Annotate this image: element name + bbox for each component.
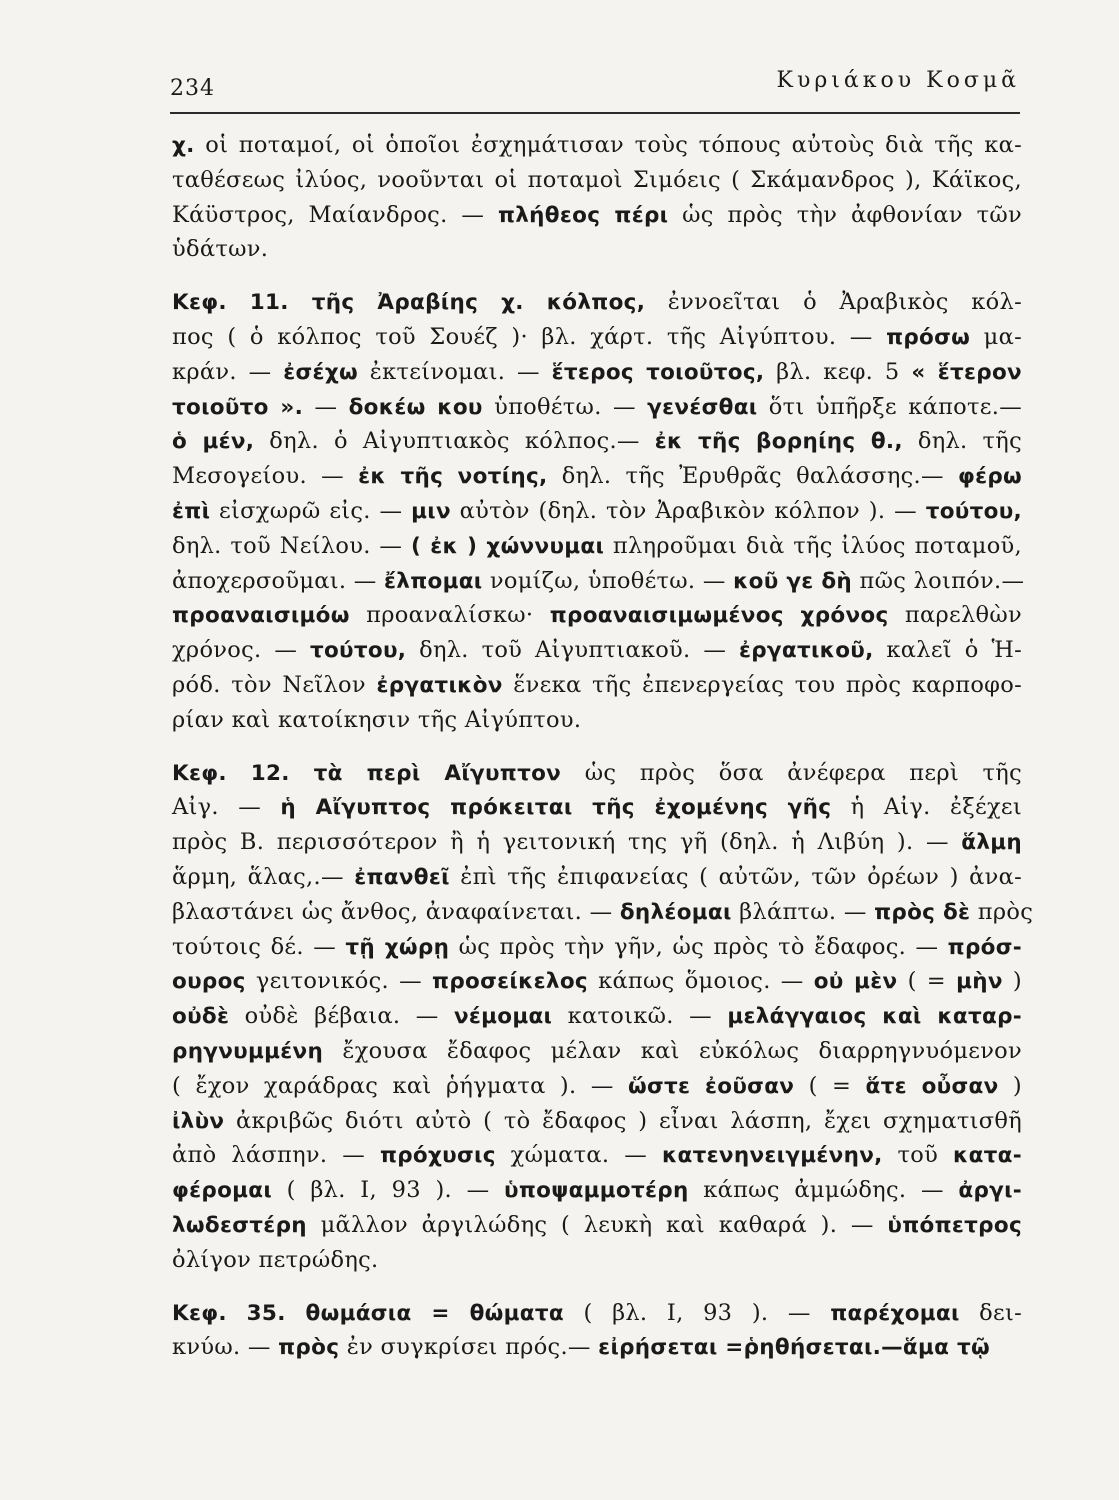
gloss-text: ἐπὶ τῆς ἐπιφανείας ( αὐτῶν, τῶν ὀρέων ) ἀνα- <box>449 863 1022 890</box>
text-line <box>172 668 1022 703</box>
text-line <box>172 1208 1022 1243</box>
lemma-bold: Κεφ. 11. τῆς Ἀραβίης χ. κόλπος, <box>172 290 646 316</box>
gloss-text: ὅτι ὑπῆρξε κάποτε.— <box>757 393 1022 420</box>
lemma-bold: πρόσ- <box>947 934 1022 960</box>
gloss-text: γειτονικός. — <box>245 968 433 995</box>
lemma-bold: ἐκ τῆς βορηίης θ., <box>654 429 903 455</box>
gloss-text: ὡς πρὸς τὴν γῆν, ὡς πρὸς τὸ ἔδαφος. — <box>449 933 948 960</box>
lemma-bold: πρὸς <box>278 1335 340 1361</box>
gloss-text: πρὸς Β. περισσότερον ἢ ἡ γειτονική της γῆ (δηλ. ἡ Λιβύη ). — <box>172 829 962 856</box>
lemma-bold: ουρος <box>172 969 246 995</box>
text-line <box>172 756 1022 791</box>
lemma-bold: παρέχομαι <box>830 1300 960 1326</box>
paragraph-gap <box>172 267 1022 285</box>
text-line <box>172 494 1022 529</box>
gloss-text: δηλ. τοῦ Νείλου. — <box>172 532 411 559</box>
gloss-text: τοῦ <box>882 1142 954 1169</box>
gloss-text: ὑδάτων. <box>172 236 269 263</box>
text-line <box>172 163 1022 198</box>
running-head: Κυριάκου Κοσμᾶ <box>776 68 1020 93</box>
lemma-bold: προσείκελος <box>432 969 588 995</box>
lemma-bold: ἐκ τῆς νοτίης, <box>358 464 548 490</box>
gloss-text: ρίαν καὶ κατοίκησιν τῆς Αἰγύπτου. <box>172 706 582 733</box>
lemma-bold: τοιοῦτο ». <box>172 394 304 420</box>
paragraph-gap <box>172 1278 1022 1296</box>
lemma-bold: πλήθεος πέρι <box>497 202 669 228</box>
text-line <box>172 825 1022 860</box>
gloss-text: τούτοις δέ. — <box>172 933 346 960</box>
text-line <box>172 895 1034 930</box>
lemma-bold: ἔλπομαι <box>384 568 483 594</box>
paragraph <box>172 285 1025 737</box>
gloss-text: πρὸς <box>970 898 1034 925</box>
text-line <box>172 285 1022 320</box>
gloss-text: εἰσχωρῶ εἰς. — <box>210 497 412 524</box>
lemma-bold: ἅλμη <box>961 830 1022 856</box>
lemma-bold: φέρομαι <box>172 1178 273 1204</box>
lemma-bold: δηλέομαι <box>619 899 732 925</box>
paragraph <box>172 1296 1022 1366</box>
page-text <box>172 128 1034 1365</box>
gloss-text: πῶς λοιπόν.— <box>852 567 1025 594</box>
gloss-text: κράν. — <box>172 358 284 385</box>
lemma-bold: τῇ χώρῃ <box>345 934 450 960</box>
gloss-text: ἀπὸ λάσπην. — <box>172 1142 380 1169</box>
gloss-text: ) <box>998 1072 1023 1099</box>
header-rule <box>170 112 1020 114</box>
gloss-text: βλάπτω. — <box>731 898 875 925</box>
gloss-text: κατοικῶ. — <box>552 1003 728 1030</box>
gloss-text: ( = <box>897 968 957 995</box>
lemma-bold: εἰρήσεται =ῥηθήσεται.—ἅμα τῷ <box>598 1335 990 1361</box>
text-line <box>172 564 1025 599</box>
lemma-bold: προαναισιμόω <box>172 603 350 629</box>
gloss-text: μᾶλλον ἀργιλώδης ( λευκὴ καὶ καθαρά ). — <box>306 1211 888 1238</box>
lemma-bold: κατενηνειγμένην, <box>661 1143 883 1169</box>
gloss-text: ὑποθέτω. — <box>482 393 648 420</box>
lemma-bold: προαναισιμωμένος χρόνος <box>549 603 889 629</box>
gloss-text: δηλ. τῆς Ἐρυθρᾶς θαλάσσης.— <box>547 463 958 490</box>
lemma-bold: οὐ μὲν <box>813 969 898 995</box>
gloss-text: δηλ. τῆς <box>902 428 1022 455</box>
lemma-bold: πρόσω <box>886 324 971 350</box>
gloss-text: Μεσογείου. — <box>172 463 359 490</box>
lemma-bold: ὑποψαμμοτέρη <box>504 1178 689 1204</box>
gloss-text: αὐτὸν (δηλ. τὸν Ἀραβικὸν κόλπον ). — <box>450 497 926 524</box>
lemma-bold: Κεφ. 35. θωμάσια = θώματα <box>172 1300 564 1326</box>
lemma-bold: ὑπόπετρος <box>887 1212 1022 1238</box>
text-line <box>172 1104 1022 1139</box>
lemma-bold: ἰλὺν <box>172 1108 225 1134</box>
lemma-bold: μὴν <box>956 969 1003 995</box>
text-line <box>172 198 1022 233</box>
gloss-text: προαναλίσκω· <box>349 602 550 629</box>
gloss-text: οἱ ποταμοί, οἱ ὁποῖοι ἐσχημάτισαν τοὺς τόπους αὐτοὺς διὰ τῆς κα- <box>194 132 1022 158</box>
gloss-text: ( ἔχον χαράδρας καὶ ῥήγματα ). — <box>172 1072 628 1099</box>
gloss-text: βλαστάνει ὡς ἄνθος, ἀναφαίνεται. — <box>172 898 620 925</box>
page-number: 234 <box>170 76 215 101</box>
text-line <box>172 459 1022 494</box>
lemma-bold: « ἕτερον <box>911 359 1022 385</box>
gloss-text: οὐδὲ βέβαια. — <box>229 1003 454 1030</box>
text-line <box>172 999 1022 1034</box>
paragraph <box>172 756 1034 1278</box>
gloss-text: ἔχουσα ἔδαφος μέλαν καὶ εὐκόλως διαρρηγνυόμενον <box>323 1037 1022 1064</box>
gloss-text: ἐν συγκρίσει πρός.— <box>339 1334 599 1361</box>
gloss-text: πληροῦμαι διὰ τῆς ἰλύος ποταμοῦ, <box>604 532 1022 559</box>
lemma-bold: ρηγνυμμένη <box>172 1038 324 1064</box>
lemma-bold: ὁ μέν, <box>172 429 255 455</box>
gloss-text: ἕνεκα τῆς ἐπενεργείας του πρὸς καρποφο- <box>502 671 1022 698</box>
gloss-text: κάπως ἀμμώδης. — <box>688 1177 959 1204</box>
text-line <box>172 598 1022 633</box>
lemma-bold: ἐπανθεῖ <box>354 864 450 890</box>
lemma-bold: Αἴγυπτον <box>420 760 562 786</box>
gloss-text: δει- <box>959 1299 1023 1326</box>
text-line <box>172 860 1022 895</box>
gloss-text: παρελθὼν <box>888 602 1022 629</box>
lemma-bold: ( ἐκ ) χώννυμαι <box>411 533 605 559</box>
text-line <box>172 964 1022 999</box>
gloss-text: ὀλίγον πετρώδης. <box>172 1246 379 1273</box>
lemma-bold: μιν <box>411 498 451 524</box>
lemma-bold: ἐσέχω <box>283 359 358 385</box>
text-line <box>172 424 1022 459</box>
text-line <box>172 390 1022 425</box>
lemma-bold: δοκέω κου <box>348 394 483 420</box>
lemma-bold: οὐδὲ <box>172 1004 230 1030</box>
lemma-bold: κατα- <box>953 1143 1022 1169</box>
lemma-bold: τούτου, <box>309 638 407 664</box>
lemma-bold: λωδεστέρη <box>172 1212 307 1238</box>
gloss-text: χρόνος. — <box>172 637 310 664</box>
lemma-bold: φέρω <box>957 464 1023 490</box>
lemma-bold: ἐπὶ <box>172 498 211 524</box>
lemma-bold: ἀργι- <box>958 1178 1022 1204</box>
page-header <box>170 68 1020 108</box>
gloss-text: δηλ. τοῦ Αἰγυπτιακοῦ. — <box>406 637 739 664</box>
gloss-text: ἀκριβῶς διότι αὐτὸ ( τὸ ἔδαφος ) εἶναι λάσπη, ἔχει σχηματισθῆ <box>224 1107 1022 1134</box>
gloss-text: καλεῖ ὁ Ἡ- <box>873 637 1022 664</box>
gloss-text: κνύω. — <box>172 1334 279 1361</box>
text-line <box>172 1069 1022 1104</box>
text-line <box>172 1034 1022 1069</box>
gloss-text: ἅρμη, ἅλας,.— <box>172 863 355 890</box>
gloss-text: Κάϋστρος, Μαίανδρος. — <box>172 201 498 228</box>
gloss-text: ( βλ. I, 93 ). — <box>563 1299 831 1326</box>
gloss-text: ( = <box>794 1072 866 1099</box>
lemma-bold: κοῦ γε δὴ <box>733 568 853 594</box>
paragraph <box>172 128 1022 267</box>
text-line <box>172 930 1022 965</box>
lemma-bold: τούτου, <box>925 498 1022 524</box>
gloss-text: ἡ Αἰγ. ἐξέχει <box>831 794 1022 821</box>
gloss-text: ) <box>1002 968 1022 995</box>
gloss-text: χώματα. — <box>495 1142 662 1169</box>
text-line <box>172 128 1022 163</box>
gloss-text: ἐκτείνομαι. — <box>357 358 552 385</box>
lemma-bold: γενέσθαι <box>647 394 758 420</box>
text-line <box>172 355 1022 390</box>
lemma-bold: νέμομαι <box>453 1004 553 1030</box>
lemma-bold: χ. <box>172 133 195 158</box>
gloss-text: ὡς πρὸς ὅσα ἀνέφερα περὶ τῆς <box>561 759 1022 786</box>
lemma-bold: ἕτερος τοιοῦτος, <box>551 359 765 385</box>
gloss-text: ταθέσεως ἰλύος, νοοῦνται οἱ ποταμοὶ Σιμόεις ( Σκάμανδρος ), Κάϊκος, <box>172 166 1022 193</box>
gloss-text: Αἰγ. — <box>172 794 281 821</box>
lemma-bold: πρὸς δὲ <box>874 899 971 925</box>
gloss-text: κάπως ὅμοιος. — <box>587 968 814 995</box>
paragraph-gap <box>172 738 1022 756</box>
text-line <box>172 320 1022 355</box>
text-line <box>172 1138 1022 1173</box>
text-line <box>172 633 1022 668</box>
lemma-bold: μελάγγαιος καὶ καταρ- <box>727 1004 1022 1030</box>
gloss-text: πος ( ὁ κόλπος τοῦ Σουέζ )· βλ. χάρτ. τῆς Αἰγύπτου. — <box>172 323 887 350</box>
gloss-text: βλ. κεφ. 5 <box>764 358 912 385</box>
lemma-bold: Κεφ. 12. τὰ περὶ <box>172 760 421 786</box>
lemma-bold: ἐργατικὸν <box>376 672 503 698</box>
text-line <box>172 1173 1022 1208</box>
lemma-bold: ἅτε οὖσαν <box>865 1073 999 1099</box>
lemma-bold: ὥστε ἐοῦσαν <box>627 1073 795 1099</box>
lemma-bold: ἡ Αἴγυπτος πρόκειται τῆς ἐχομένης γῆς <box>280 795 832 821</box>
gloss-text: — <box>303 393 349 420</box>
gloss-text: ( βλ. I, 93 ). — <box>272 1177 505 1204</box>
lemma-bold: ἐργατικοῦ, <box>738 638 874 664</box>
gloss-text: ἀποχερσοῦμαι. — <box>172 567 385 594</box>
text-line <box>172 703 1022 738</box>
text-line <box>172 232 1022 267</box>
gloss-text: δηλ. ὁ Αἰγυπτιακὸς κόλπος.— <box>254 428 655 455</box>
text-line <box>172 1296 1022 1331</box>
gloss-text: μα- <box>970 323 1022 350</box>
gloss-text: ὡς πρὸς τὴν ἀφθονίαν τῶν <box>668 201 1023 228</box>
lemma-bold: πρόχυσις <box>379 1143 496 1169</box>
text-line <box>172 529 1022 564</box>
text-line <box>172 1330 1022 1365</box>
gloss-text: ρόδ. τὸν Νεῖλον <box>172 671 377 698</box>
text-line <box>172 1243 1022 1278</box>
gloss-text: ἐννοεῖται ὁ Ἀραβικὸς κόλ- <box>645 289 1022 316</box>
text-line <box>172 790 1022 825</box>
gloss-text: νομίζω, ὑποθέτω. — <box>482 567 734 594</box>
